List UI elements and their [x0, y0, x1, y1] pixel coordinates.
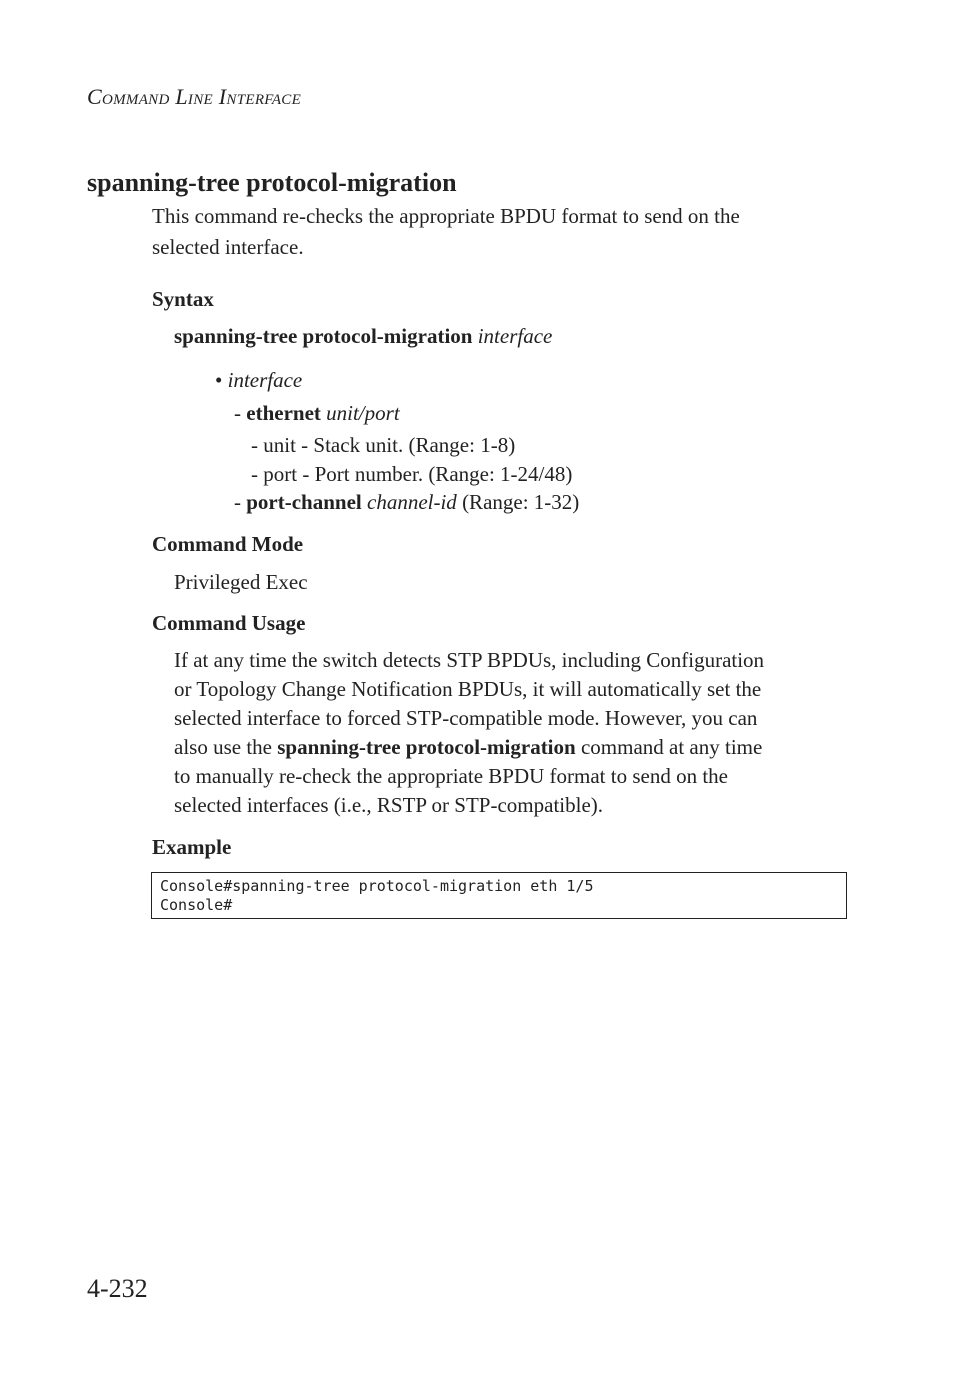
usage-line: If at any time the switch detects STP BPDUs, including Configuration — [174, 648, 765, 672]
command-description — [152, 201, 740, 263]
port-channel-keyword: port-channel — [246, 490, 362, 514]
syntax-heading: Syntax — [152, 287, 214, 311]
command-title: spanning-tree protocol-migration — [87, 168, 457, 197]
usage-command: spanning-tree protocol-migration — [277, 735, 576, 759]
usage-line: selected interfaces (i.e., RSTP or STP-compatible). — [174, 793, 604, 817]
example-heading: Example — [152, 835, 232, 859]
dash: - — [234, 490, 241, 514]
syntax-line — [174, 321, 552, 352]
dash: - — [251, 433, 258, 457]
param-ethernet — [234, 398, 400, 429]
port-channel-range: (Range: 1-32) — [462, 490, 580, 514]
usage-text: command at any time — [580, 735, 763, 759]
description-line: This command re-checks the appropriate BPDU format to send on the — [152, 204, 740, 228]
command-mode-value: Privileged Exec — [174, 570, 308, 594]
bullet: • — [215, 368, 223, 392]
param-name: interface — [227, 368, 303, 392]
ethernet-keyword: ethernet — [246, 401, 321, 425]
param-port — [251, 459, 572, 490]
param-port-channel — [234, 487, 579, 518]
usage-text: also use the — [174, 735, 272, 759]
port-description: port - Port number. (Range: 1-24/48) — [263, 462, 573, 486]
param-interface — [215, 365, 302, 396]
usage-line: selected interface to forced STP-compatible mode. However, you can — [174, 706, 758, 730]
dash: - — [251, 462, 258, 486]
code-line: Console# — [160, 896, 233, 914]
page-number: 4-232 — [87, 1274, 148, 1303]
param-unit — [251, 430, 515, 461]
description-line: selected interface. — [152, 235, 304, 259]
usage-line: or Topology Change Notification BPDUs, it will automatically set the — [174, 677, 762, 701]
example-code-box — [151, 872, 847, 919]
syntax-command: spanning-tree protocol-migration — [174, 324, 473, 348]
command-usage-heading: Command Usage — [152, 611, 306, 635]
ethernet-arg: unit/port — [326, 401, 400, 425]
usage-line: to manually re-check the appropriate BPDU format to send on the — [174, 764, 728, 788]
dash: - — [234, 401, 241, 425]
unit-description: unit - Stack unit. (Range: 1-8) — [263, 433, 516, 457]
code-line: Console#spanning-tree protocol-migration eth 1/5 — [160, 877, 594, 895]
syntax-argument: interface — [477, 324, 553, 348]
command-usage-text — [174, 646, 764, 820]
running-header: Command Line Interface — [87, 84, 302, 109]
usage-line — [174, 733, 764, 762]
command-mode-heading: Command Mode — [152, 532, 304, 556]
port-channel-arg: channel-id — [367, 490, 457, 514]
